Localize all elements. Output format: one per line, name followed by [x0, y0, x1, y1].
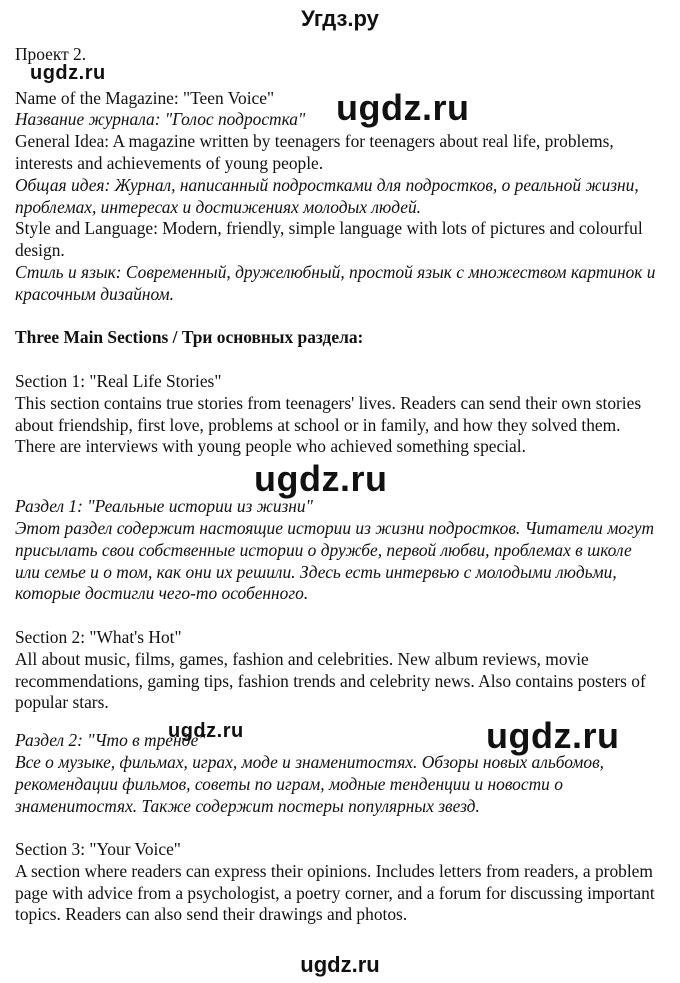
section-1-title-en: Section 1: "Real Life Stories" [15, 370, 222, 391]
watermark: ugdz.ru [336, 87, 470, 128]
project-label: Проект 2. [15, 44, 87, 64]
site-header: Угдз.ру [301, 6, 379, 31]
general-idea-en: General Idea: A magazine written by teenagers for teenagers about real life, problems, interests and achievements of young people. [15, 131, 614, 173]
general-idea-ru: Общая идея: Журнал, написанный подростками для подростков, о реальной жизни, проблемах, интересах и достижениях молодых людей. [15, 174, 639, 217]
section-1-title-ru: Раздел 1: "Реальные истории из жизни" [15, 496, 313, 517]
section-2-body-ru: Все о музыке, фильмах, играх, моде и знаменитостях. Обзоры новых альбомов, рекомендации фильмов, советы по играм, модные тенденции и новости о знаменитостях. Также содержит постеры популярных звезд. [15, 751, 604, 816]
section-1-body-ru: Этот раздел содержит настоящие истории из жизни подростков. Читатели могут присылать свои собственные истории о дружбе, первой любви, проблемах в школе или семье и о том, как они их решили. Здесь есть интервью с молодыми людьми, которые достигли чего-то особенного. [15, 517, 655, 604]
spacer [15, 349, 660, 371]
section-2-title-ru: Раздел 2: "Что в тренде" [15, 730, 206, 751]
section-2-title-en: Section 2: "What's Hot" [15, 626, 182, 647]
section-1-body-en: This section contains true stories from teenagers' lives. Readers can send their own stories about friendship, first love, problems at school or in family, and how they solved them. There are interviews with young people who achieved something special. [15, 392, 642, 457]
section-3-title-en: Section 3: "Your Voice" [15, 839, 181, 860]
style-language-ru: Стиль и язык: Современный, дружелюбный, простой язык с множеством картинок и красочным дизайном. [15, 261, 656, 304]
spacer [15, 66, 660, 88]
watermark: ugdz.ru [254, 458, 388, 499]
watermark: ugdz.ru [30, 62, 106, 84]
style-language-en: Style and Language: Modern, friendly, simple language with lots of pictures and colourful design. [15, 218, 643, 261]
magazine-name-ru: Название журнала: "Голос подростка" [15, 109, 306, 130]
magazine-name-en: Name of the Magazine: "Teen Voice" [15, 87, 275, 108]
sections-heading: Three Main Sections / Три основных раздела: [15, 327, 364, 348]
spacer [15, 306, 660, 328]
watermark: ugdz.ru [486, 715, 620, 756]
spacer [15, 605, 660, 627]
section-3-body-en: A section where readers can express their opinions. Includes letters from readers, a problem page with advice from a psychologist, a poetry corner, and a forum for discussing important topics. Readers can also send their drawings and photos. [15, 860, 655, 925]
site-footer: ugdz.ru [300, 952, 380, 977]
watermark: ugdz.ru [168, 720, 244, 742]
spacer [15, 817, 660, 839]
section-2-body-en: All about music, films, games, fashion and celebrities. New album reviews, movie recommendations, gaming tips, fashion trends and celebrity news. Also contains posters of popular stars. [15, 648, 646, 713]
